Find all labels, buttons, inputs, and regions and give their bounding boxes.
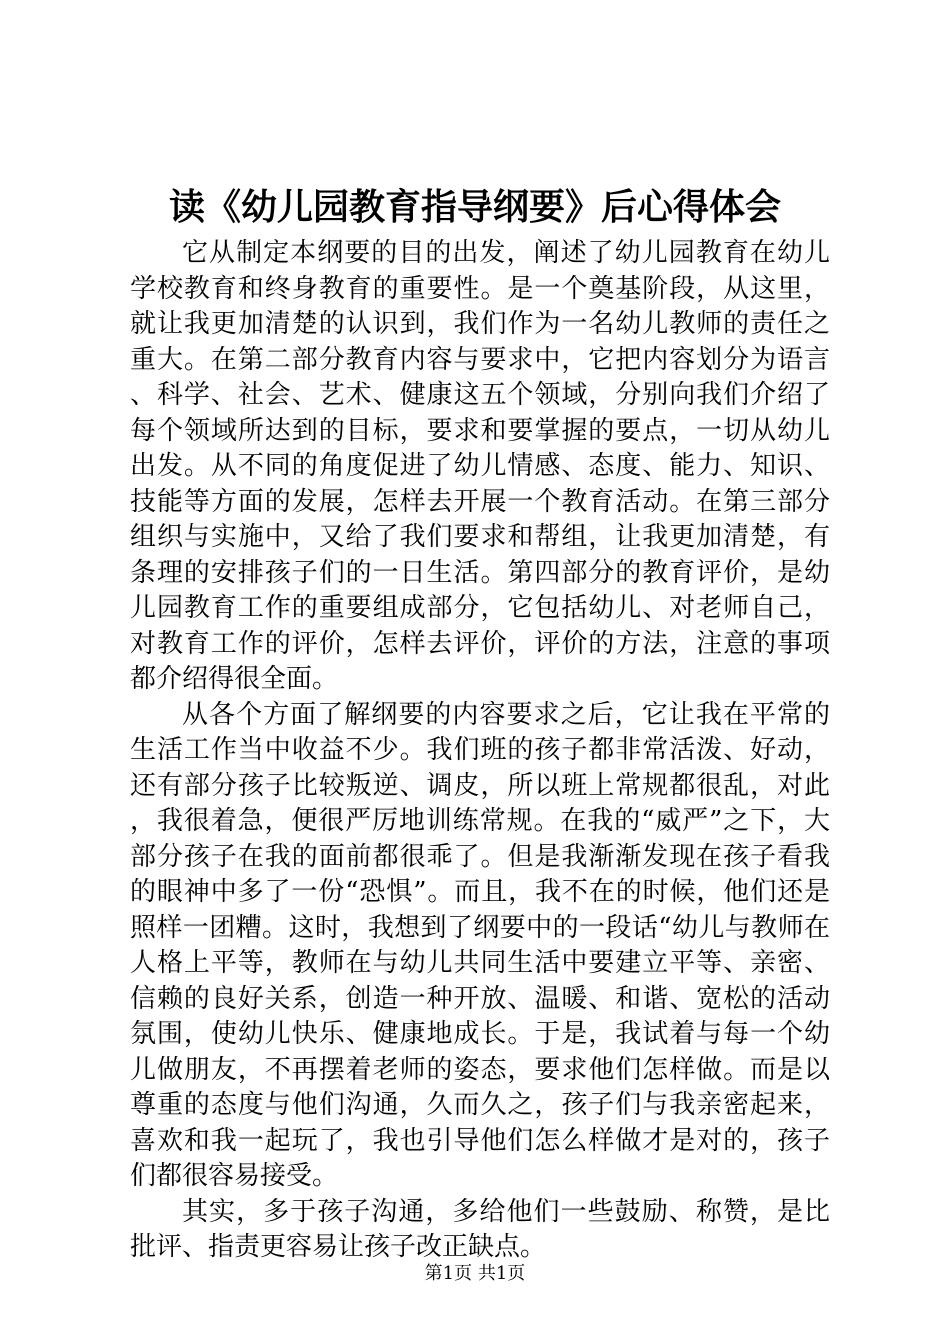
page-footer: 第1页 共1页 <box>424 1263 526 1284</box>
paragraph-2: 从各个方面了解纲要的内容要求之后，它让我在平常的生活工作当中收益不少。我们班的孩子都非常活泼、好动，还有部分孩子比较叛逆、调皮，所以班上常规都很乱，对此，我很着急，便很严厉地训练常规。在我的“威严”之下，大部分孩子在我的面前都很乖了。但是我渐渐发现在孩子看我的眼神中多了一份“恐惧”。而且，我不在的时候，他们还是照样一团糟。这时，我想到了纲要中的一段话“幼儿与教师在人格上平等，教师在与幼儿共同生活中要建立平等、亲密、信赖的良好关系，创造一种开放、温暖、和谐、宽松的活动氛围，使幼儿快乐、健康地成长。于是，我试着与每一个幼儿做朋友，不再摆着老师的姿态，要求他们怎样做。而是以尊重的态度与他们沟通，久而久之，孩子们与我亲密起来，喜欢和我一起玩了，我也引导他们怎么样做才是对的，孩子们都很容易接受。 <box>130 699 830 1191</box>
document-title: 读《幼儿园教育指导纲要》后心得体会 <box>168 187 781 228</box>
paragraph-3: 其实，多于孩子沟通，多给他们一些鼓励、称赞，是比批评、指责更容易让孩子改正缺点。 <box>130 1196 830 1262</box>
paragraph-1: 它从制定本纲要的目的出发，阐述了幼儿园教育在幼儿学校教育和终身教育的重要性。是一个奠基阶段，从这里，就让我更加清楚的认识到，我们作为一名幼儿教师的责任之重大。在第二部分教育内容与要求中，它把内容划分为语言、科学、社会、艺术、健康这五个领域，分别向我们介绍了每个领域所达到的目标，要求和要掌握的要点，一切从幼儿出发。从不同的角度促进了幼儿情感、态度、能力、知识、技能等方面的发展，怎样去开展一个教育活动。在第三部分组织与实施中，又给了我们要求和帮组，让我更加清楚，有条理的安排孩子们的一日生活。第四部分的教育评价，是幼儿园教育工作的重要组成部分，它包括幼儿、对老师自己，对教育工作的评价，怎样去评价，评价的方法，注意的事项都介绍得很全面。 <box>130 238 830 694</box>
document-body <box>130 236 830 1266</box>
